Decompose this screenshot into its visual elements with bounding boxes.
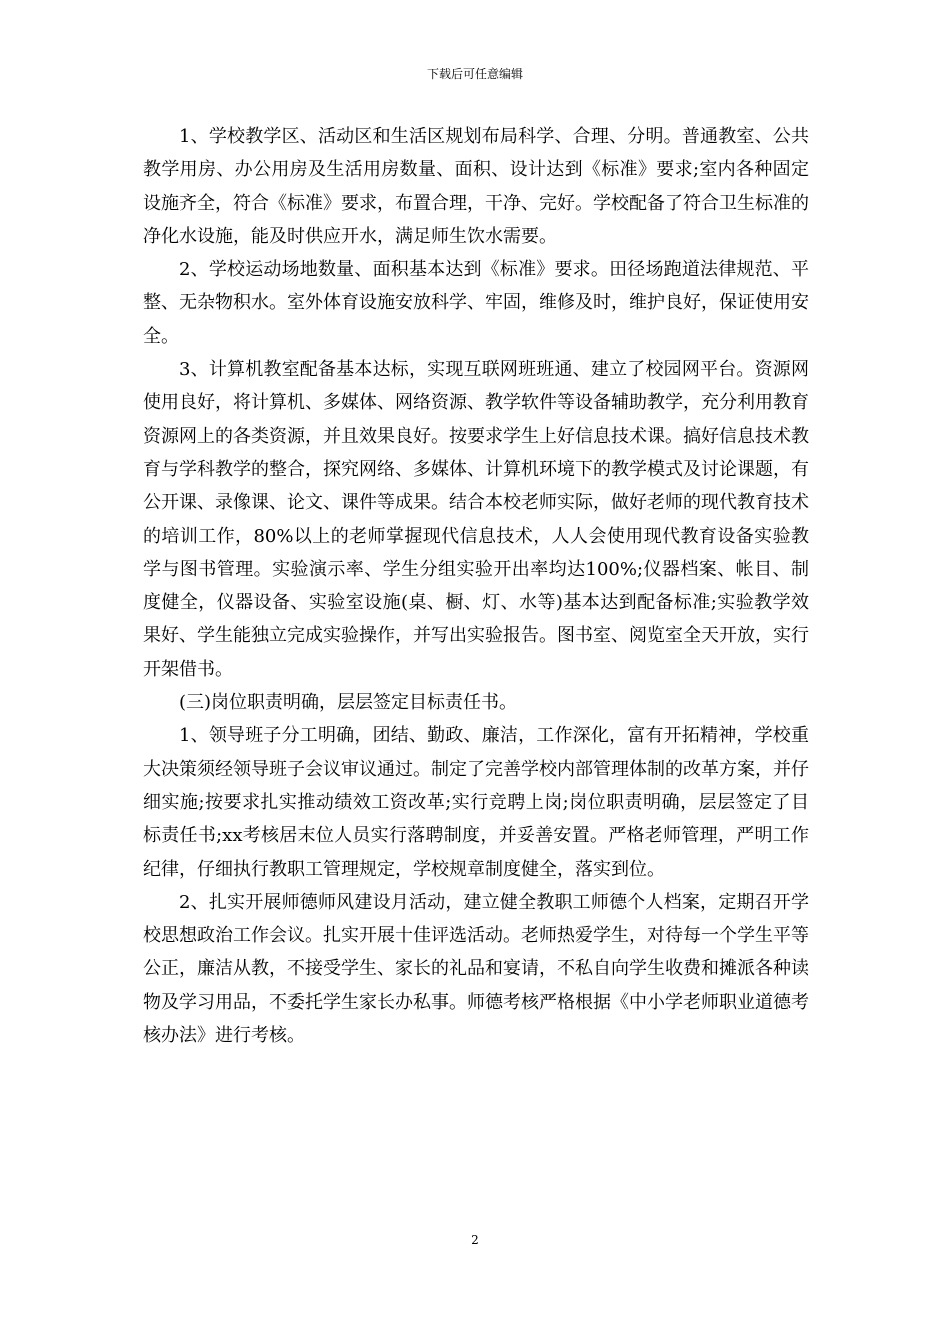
page-number: 2 <box>471 1233 479 1247</box>
paragraph-4: 1、领导班子分工明确，团结、勤政、廉洁，工作深化，富有开拓精神，学校重大决策须经领导班子会议审议通过。制定了完善学校内部管理体制的改革方案，并仔细实施;按要求扎实推动绩效工资改革;实行竞聘上岗;岗位职责明确，层层签定了目标责任书;xx考核居末位人员实行落聘制度，并妥善安置。严格老师管理，严明工作纪律，仔细执行教职工管理规定，学校规章制度健全，落实到位。 <box>143 725 809 880</box>
document-body <box>143 120 809 1052</box>
paragraph-3: 3、计算机教室配备基本达标，实现互联网班班通、建立了校园网平台。资源网使用良好，将计算机、多媒体、网络资源、教学软件等设备辅助教学，充分利用教育资源网上的各类资源，并且效果良好。按要求学生上好信息技术课。搞好信息技术教育与学科教学的整合，探究网络、多媒体、计算机环境下的教学模式及讨论课题，有公开课、录像课、论文、课件等成果。结合本校老师实际，做好老师的现代教育技术的培训工作，80%以上的老师掌握现代信息技术，人人会使用现代教育设备实验教学与图书管理。实验演示率、学生分组实验开出率均达100%;仪器档案、帐目、制度健全，仪器设备、实验室设施(桌、橱、灯、水等)基本达到配备标准;实验教学效果好、学生能独立完成实验操作，并写出实验报告。图书室、阅览室全天开放，实行开架借书。 <box>143 359 809 680</box>
paragraph-5: 2、扎实开展师德师风建设月活动，建立健全教职工师德个人档案，定期召开学校思想政治工作会议。扎实开展十佳评选活动。老师热爱学生，对待每一个学生平等公正，廉洁从教，不接受学生、家长的礼品和宴请，不私自向学生收费和摊派各种读物及学习用品，不委托学生家长办私事。师德考核严格根据《中小学老师职业道德考核办法》进行考核。 <box>143 891 809 1047</box>
paragraph-1: 1、学校教学区、活动区和生活区规划布局科学、合理、分明。普通教室、公共教学用房、办公用房及生活用房数量、面积、设计达到《标准》要求;室内各种固定设施齐全，符合《标准》要求，布置合理，干净、完好。学校配备了符合卫生标准的净化水设施，能及时供应开水，满足师生饮水需要。 <box>143 126 809 247</box>
section-heading: (三)岗位职责明确，层层签定目标责任书。 <box>179 692 518 714</box>
page-header: 下载后可任意编辑 <box>426 67 523 81</box>
paragraph-2: 2、学校运动场地数量、面积基本达到《标准》要求。田径场跑道法律规范、平整、无杂物积水。室外体育设施安放科学、牢固，维修及时，维护良好，保证使用安全。 <box>143 259 809 347</box>
